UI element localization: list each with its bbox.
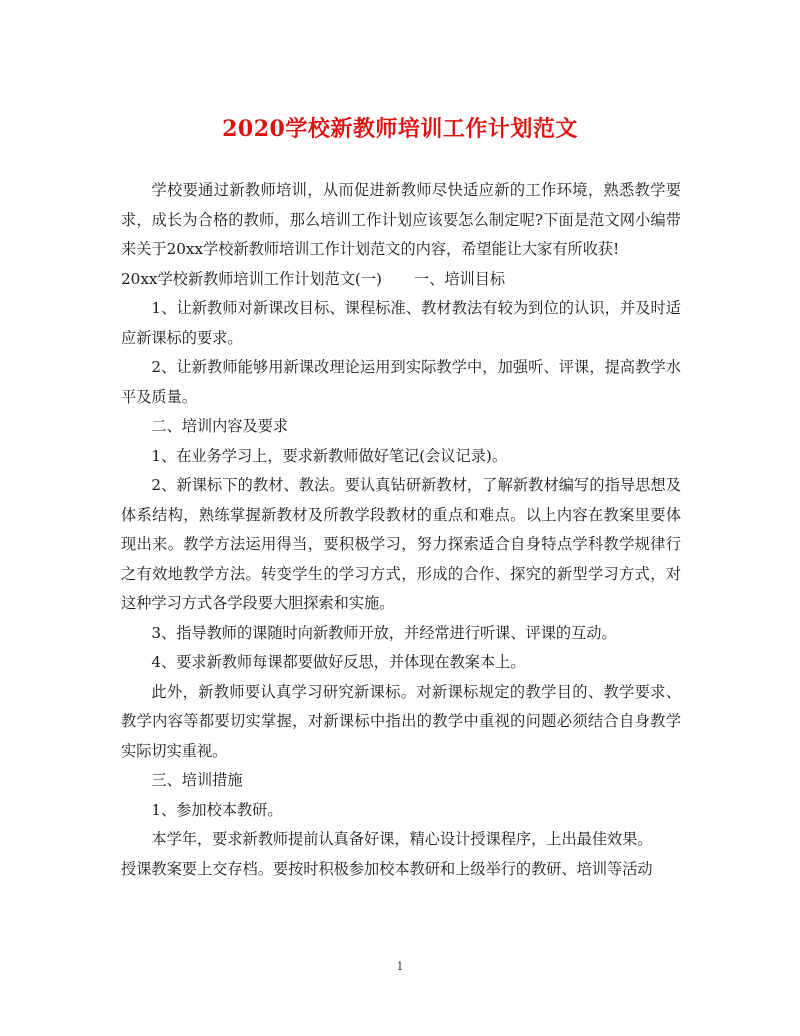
paragraph: 2、新课标下的教材、教法。要认真钻研新教材，了解新教材编写的指导思想及体系结构，熟练掌握新教材及所教学段教材的重点和难点。以上内容在教案里要体现出来。教学方法运用得当，要积极学习，努力探索适合自身特点学科教学规律行之有效地教学方法。转变学生的学习方式，形成的合作、探究的新型学习方式，对这种学习方式各学段要大胆探索和实施。	[121, 476, 681, 612]
paragraph: 本学年，要求新教师提前认真备好课，精心设计授课程序，上出最佳效果。	[151, 830, 653, 848]
paragraph: 2、让新教师能够用新课改理论运用到实际教学中，加强听、评课，提高教学水平及质量。	[121, 358, 681, 406]
section-heading-goals: 一、培训目标	[413, 269, 506, 288]
intro-paragraph: 学校要通过新教师培训，从而促进新教师尽快适应新的工作环境，熟悉教学要求，成长为合格的教师，那么培训工作计划应该要怎么制定呢?下面是范文网小编带来关于20xx学校新教师培训工作计划范文的内容，希望能让大家有所收获!	[121, 181, 681, 258]
paragraph: 3、指导教师的课随时向新教师开放，并经常进行听课、评课的互动。	[151, 623, 617, 642]
section-heading-measures: 三、培训措施	[151, 771, 243, 789]
paragraph: 1、参加校本教研。	[151, 800, 283, 819]
page-number: 1	[396, 960, 404, 973]
paragraph: 4、要求新教师每课都要做好反思，并体现在教案本上。	[151, 653, 526, 671]
section-heading-content: 二、培训内容及要求	[151, 417, 289, 435]
subtitle-line	[121, 265, 681, 295]
paragraph: 1、在业务学习上，要求新教师做好笔记(会议记录)。	[151, 446, 508, 465]
document-body	[121, 176, 681, 884]
paragraph: 1、让新教师对新课改目标、课程标准、教材教法有较为到位的认识，并及时适应新课标的要求。	[121, 299, 681, 347]
paragraph-continuation: 授课教案要上交存档。要按时积极参加校本教研和上级举行的教研、培训等活动	[121, 859, 653, 878]
subtitle: 20xx学校新教师培训工作计划范文(一)	[121, 269, 382, 288]
paragraph: 此外，新教师要认真学习研究新课标。对新课标规定的教学目的、教学要求、教学内容等都要切实掌握，对新课标中指出的教学中重视的问题必须结合自身教学实际切实重视。	[121, 682, 681, 760]
document-title: 2020学校新教师培训工作计划范文	[222, 116, 578, 142]
